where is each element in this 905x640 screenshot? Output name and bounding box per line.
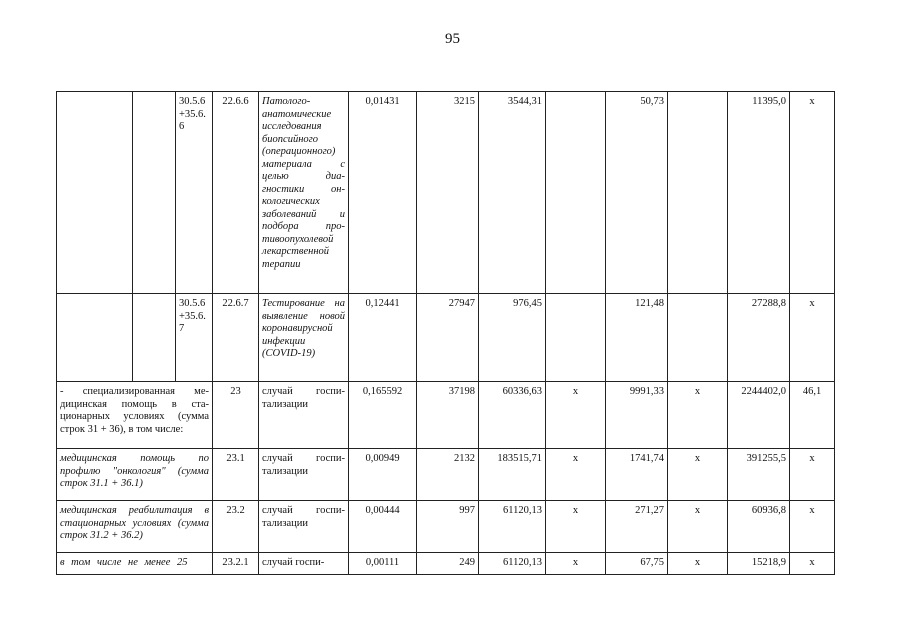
row-label-cell: в том числе не менее 25: [57, 553, 213, 575]
value-cell: x: [668, 501, 728, 553]
value-cell: 0,01431: [349, 92, 417, 294]
table-row: [57, 382, 835, 449]
value-cell: x: [668, 382, 728, 449]
value-cell: 27288,8: [728, 294, 790, 382]
value-cell: x: [668, 449, 728, 501]
table-row: [57, 92, 835, 294]
unit-cell: случай госпитализации: [259, 501, 349, 553]
value-cell: [546, 92, 606, 294]
value-cell: x: [790, 449, 835, 501]
value-cell: x: [546, 553, 606, 575]
row-code-cell: 30.5.6 +35.6. 7: [176, 294, 213, 382]
value-cell: 1741,74: [606, 449, 668, 501]
value-cell: 0,00949: [349, 449, 417, 501]
table-cell: [57, 92, 133, 294]
value-cell: 271,27: [606, 501, 668, 553]
row-description-cell: Тестирование на выявление новой коронавирусной инфекции (COVID-19): [259, 294, 349, 382]
table-row: [57, 449, 835, 501]
unit-cell: случай госпитализации: [259, 449, 349, 501]
value-cell: x: [668, 553, 728, 575]
value-cell: 9991,33: [606, 382, 668, 449]
table-row: [57, 294, 835, 382]
row-number-cell: 23: [213, 382, 259, 449]
row-number-cell: 22.6.6: [213, 92, 259, 294]
value-cell: [546, 294, 606, 382]
value-cell: 67,75: [606, 553, 668, 575]
row-code-cell: 30.5.6 +35.6. 6: [176, 92, 213, 294]
value-cell: x: [546, 501, 606, 553]
unit-cell: случай госпи-: [259, 553, 349, 575]
row-label-cell: - специализированная медицинская помощь в стационарных условиях (сумма строк 31 + 36), в том числе:: [57, 382, 213, 449]
value-cell: 11395,0: [728, 92, 790, 294]
value-cell: x: [546, 382, 606, 449]
value-cell: 0,00111: [349, 553, 417, 575]
value-cell: [668, 92, 728, 294]
value-cell: x: [790, 553, 835, 575]
table-cell: [133, 92, 176, 294]
table-row: [57, 501, 835, 553]
value-cell: x: [790, 294, 835, 382]
value-cell: 0,00444: [349, 501, 417, 553]
row-label-cell: медицинская помощь по профилю "онкология" (сумма строк 31.1 + 36.1): [57, 449, 213, 501]
value-cell: 976,45: [479, 294, 546, 382]
unit-cell: случай госпитализации: [259, 382, 349, 449]
row-number-cell: 23.1: [213, 449, 259, 501]
row-number-cell: 22.6.7: [213, 294, 259, 382]
row-number-cell: 23.2.1: [213, 553, 259, 575]
value-cell: x: [546, 449, 606, 501]
value-cell: 37198: [417, 382, 479, 449]
row-label-cell: медицинская реабилитация в стационарных условиях (сумма строк 31.2 + 36.2): [57, 501, 213, 553]
table-cell: [133, 294, 176, 382]
value-cell: 3215: [417, 92, 479, 294]
value-cell: 0,165592: [349, 382, 417, 449]
value-cell: 391255,5: [728, 449, 790, 501]
value-cell: 15218,9: [728, 553, 790, 575]
table-row: [57, 553, 835, 575]
row-description-cell: Патолого-анатомические исследования биопсийного (операционного) материала с целью диагностики онкологических заболеваний и подбора противоопухолевой лекарственной терапии: [259, 92, 349, 294]
value-cell: x: [790, 501, 835, 553]
value-cell: 60336,63: [479, 382, 546, 449]
value-cell: 0,12441: [349, 294, 417, 382]
value-cell: 183515,71: [479, 449, 546, 501]
table-cell: [57, 294, 133, 382]
value-cell: 3544,31: [479, 92, 546, 294]
value-cell: 61120,13: [479, 553, 546, 575]
value-cell: 997: [417, 501, 479, 553]
page-number: 95: [445, 31, 460, 47]
value-cell: 2244402,0: [728, 382, 790, 449]
value-cell: x: [790, 92, 835, 294]
value-cell: 60936,8: [728, 501, 790, 553]
value-cell: 46,1: [790, 382, 835, 449]
value-cell: 249: [417, 553, 479, 575]
row-number-cell: 23.2: [213, 501, 259, 553]
data-table: [56, 91, 835, 575]
value-cell: 2132: [417, 449, 479, 501]
value-cell: 27947: [417, 294, 479, 382]
value-cell: [668, 294, 728, 382]
value-cell: 50,73: [606, 92, 668, 294]
value-cell: 61120,13: [479, 501, 546, 553]
value-cell: 121,48: [606, 294, 668, 382]
